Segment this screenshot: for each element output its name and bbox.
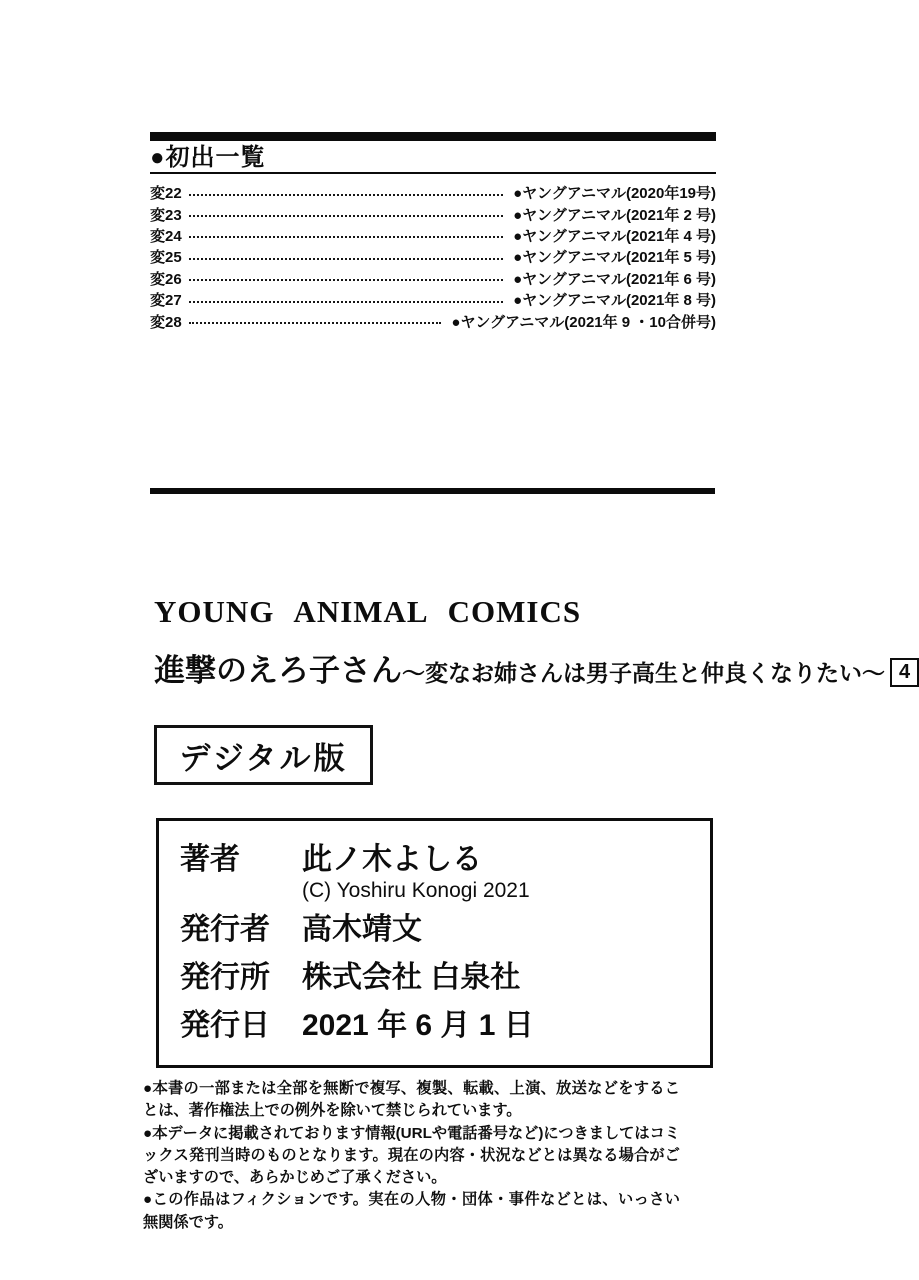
source-label: ●ヤングアニマル(2021年 9 ・10合併号) <box>451 313 716 331</box>
source-label: ●ヤングアニマル(2021年 4 号) <box>513 227 716 245</box>
copyright-note: (C) Yoshiru Konogi 2021 <box>302 879 530 902</box>
publication-row <box>150 246 716 267</box>
digital-edition-label: デジタル版 <box>179 740 348 776</box>
dot-leader <box>189 194 503 196</box>
dot-leader <box>189 258 503 260</box>
dot-leader <box>189 322 442 324</box>
book-title-sub: ～変なお姉さんは男子高生と仲良くなりたい～ <box>402 660 885 686</box>
chapter-label: 変24 <box>150 227 182 245</box>
publication-list <box>150 182 716 332</box>
source-label: ●ヤングアニマル(2021年 2 号) <box>513 206 716 224</box>
publication-list-header: ●初出一覧 <box>150 144 266 171</box>
book-title-main: 進撃のえろ子さん <box>154 653 402 688</box>
publication-row <box>150 225 716 246</box>
notice-paragraph: ●本書の一部または全部を無断で複写、複製、転載、上演、放送などをすることは、著作権法上での例外を除いて禁じられています。 <box>143 1080 680 1120</box>
colophon-value: 株式会社 白泉社 <box>302 961 521 994</box>
header-rule <box>150 172 716 174</box>
colophon-row-publisher-company <box>180 959 710 996</box>
source-label: ●ヤングアニマル(2021年 6 号) <box>513 270 716 288</box>
notice-paragraph: ●この作品はフィクションです。実在の人物・団体・事件などとは、いっさい無関係です。 <box>143 1191 680 1231</box>
colophon-row-author <box>180 841 710 878</box>
dot-leader <box>189 215 503 217</box>
colophon-value: 此ノ木よしる <box>302 843 482 876</box>
source-label: ●ヤングアニマル(2021年 5 号) <box>513 249 716 267</box>
colophon-box <box>156 818 713 1068</box>
dot-leader <box>189 279 503 281</box>
chapter-label: 変26 <box>150 270 182 288</box>
colophon-label: 発行所 <box>180 961 270 994</box>
dot-leader <box>189 236 503 238</box>
notice-paragraph: ●本データに掲載されております情報(URLや電話番号など)につきましてはコミックス発刊当時のものとなります。現在の内容・状況などとは異なる場合がございますので、あらかじめご了承ください。 <box>143 1124 680 1187</box>
publication-row <box>150 289 716 310</box>
copyright-notices <box>143 1078 680 1234</box>
top-divider-bar <box>150 132 716 141</box>
source-label: ●ヤングアニマル(2020年19号) <box>513 185 716 203</box>
colophon-label: 発行日 <box>180 1009 270 1042</box>
colophon-row-publish-date <box>180 1007 710 1044</box>
section-divider-bar <box>150 488 715 494</box>
volume-badge: 4 <box>890 658 919 687</box>
dot-leader <box>189 301 503 303</box>
comics-brand-label: YOUNG ANIMAL COMICS <box>154 594 582 629</box>
chapter-label: 変23 <box>150 206 182 224</box>
colophon-label: 発行者 <box>180 913 270 946</box>
book-title <box>154 653 919 689</box>
chapter-label: 変22 <box>150 185 182 203</box>
chapter-label: 変27 <box>150 292 182 310</box>
publication-row <box>150 203 716 224</box>
chapter-label: 変25 <box>150 249 182 267</box>
source-label: ●ヤングアニマル(2021年 8 号) <box>513 292 716 310</box>
colophon-row-publisher-person <box>180 911 710 948</box>
chapter-label: 変28 <box>150 313 182 331</box>
colophon-value: 2021 年 6 月 1 日 <box>302 1009 534 1042</box>
publication-row <box>150 310 716 331</box>
publication-row <box>150 268 716 289</box>
digital-edition-box <box>154 725 373 785</box>
colophon-label: 著者 <box>180 843 240 876</box>
colophon-value: 高木靖文 <box>302 913 422 946</box>
publication-row <box>150 182 716 203</box>
